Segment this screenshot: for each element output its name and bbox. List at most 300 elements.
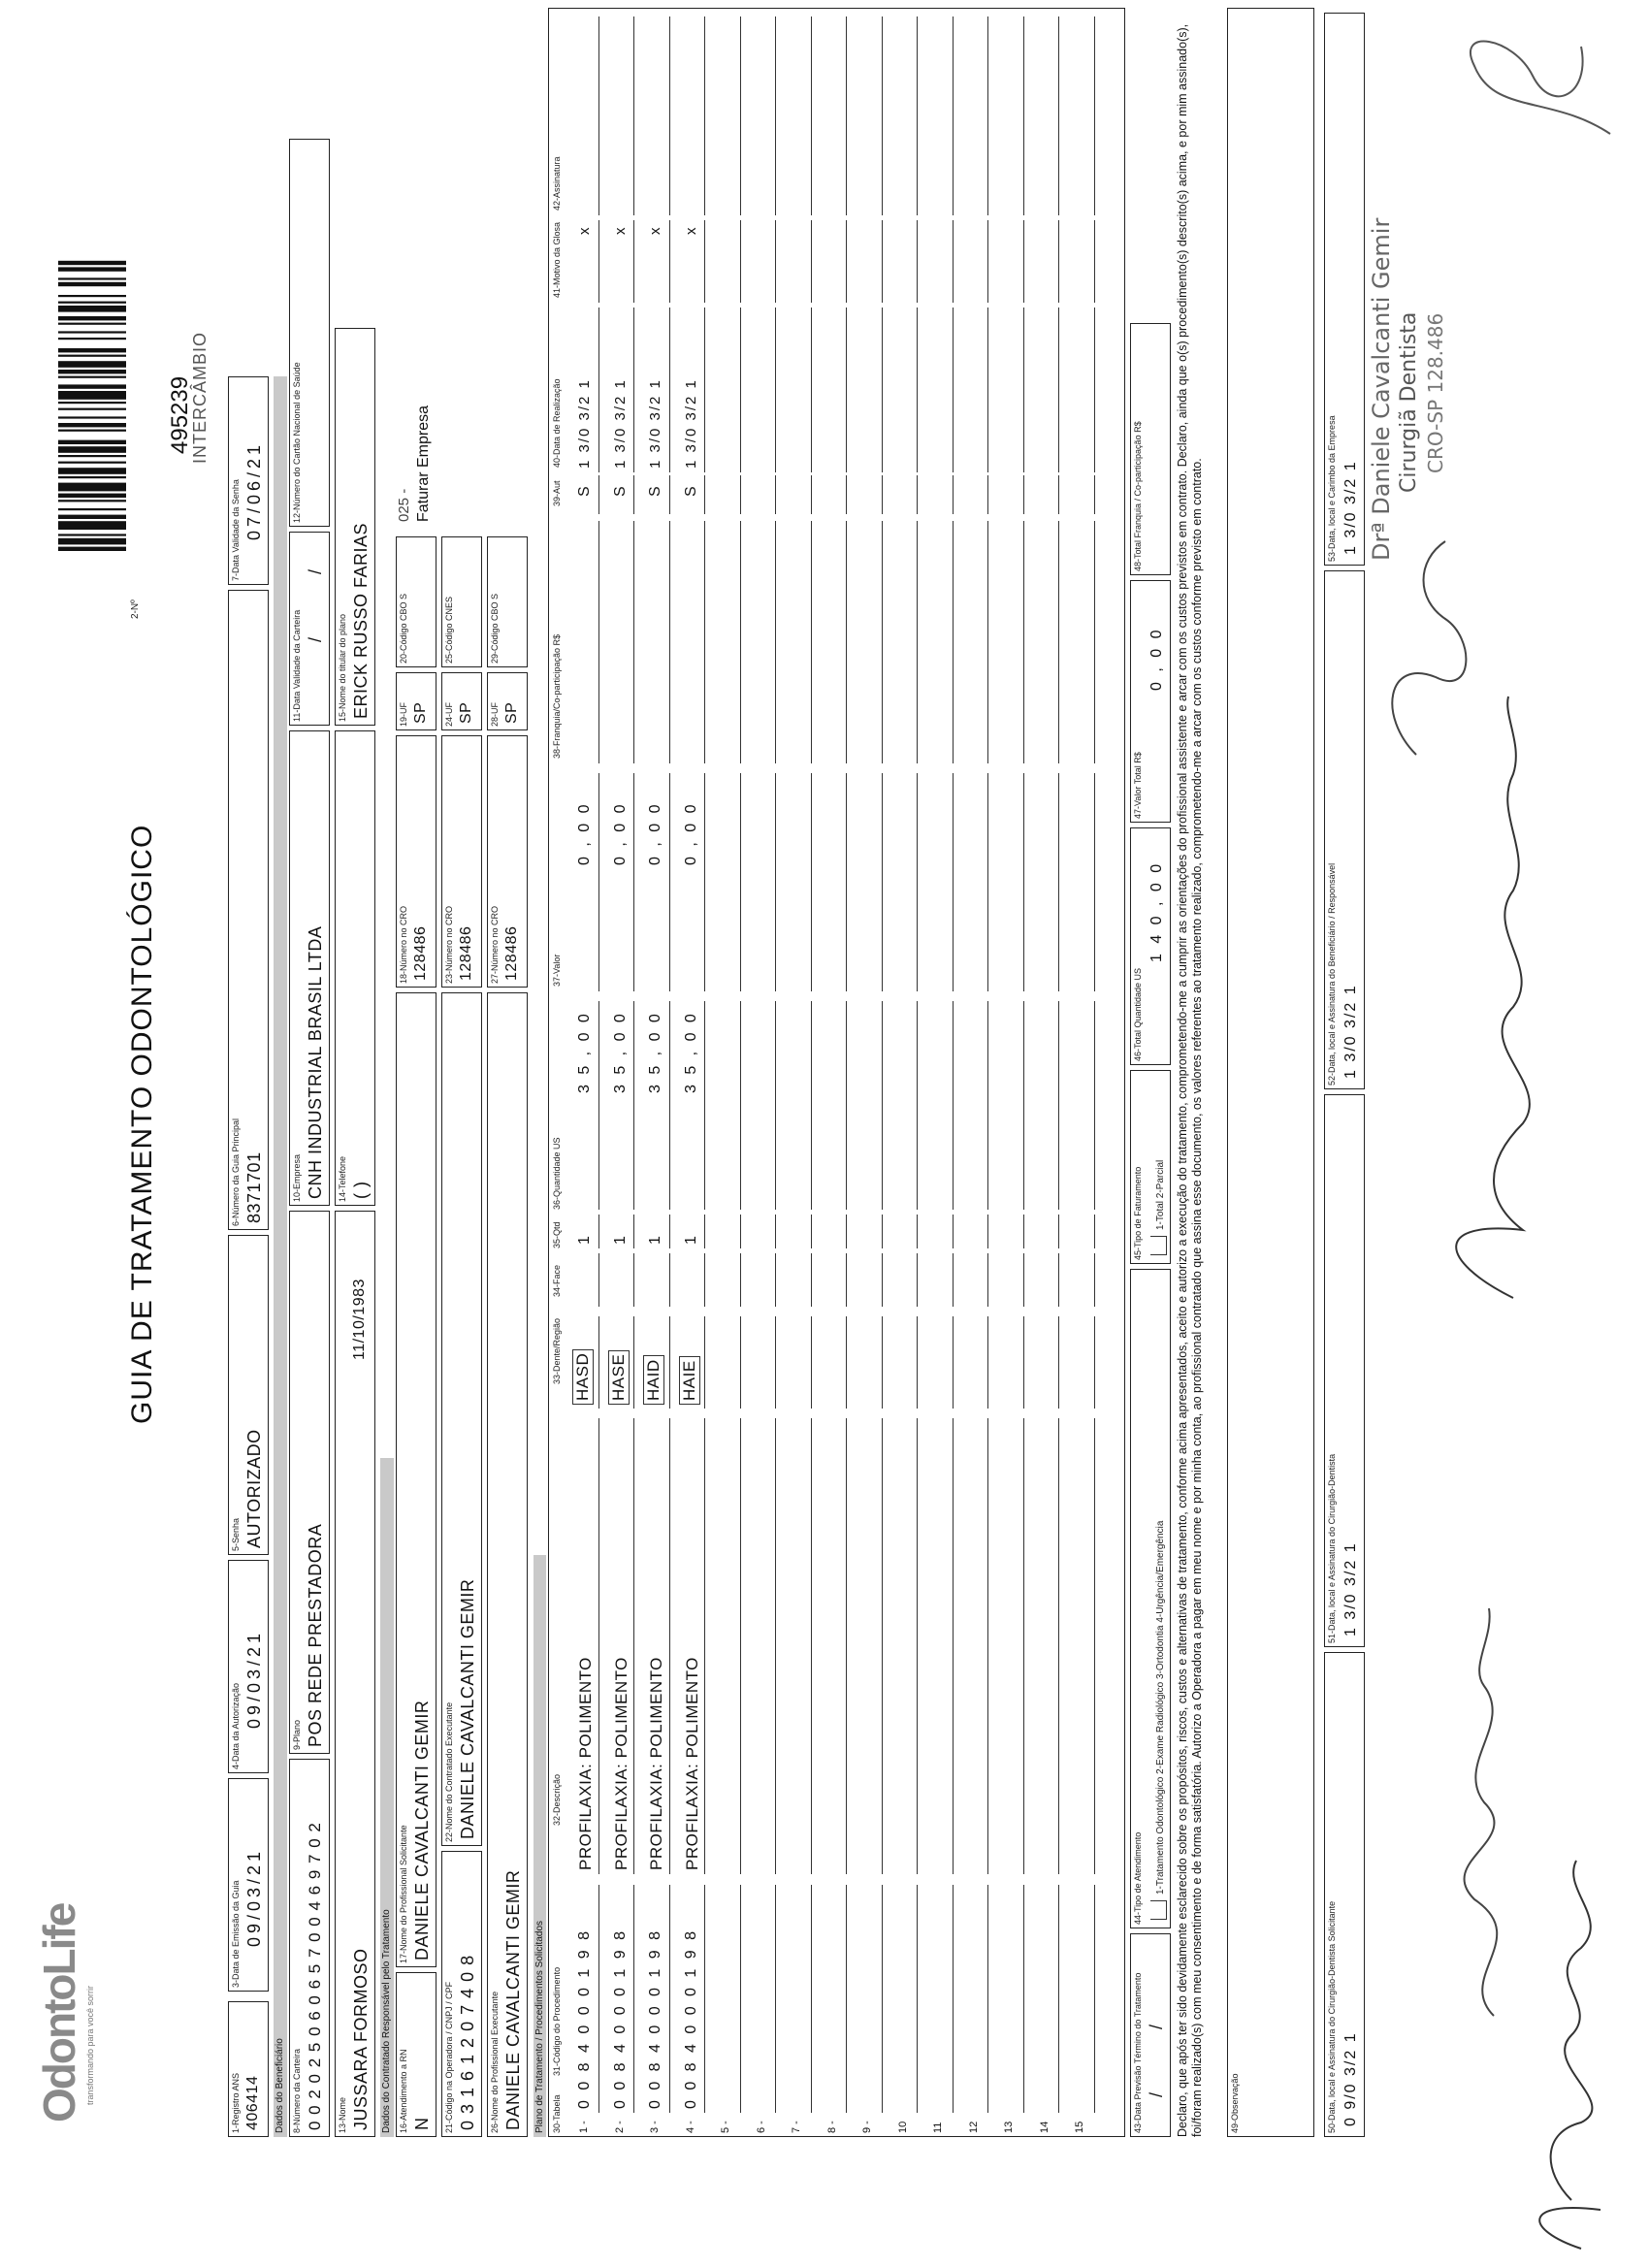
cell-valor[interactable] [785,773,812,991]
cell-motivo-glosa-value: x [682,227,699,235]
barcode-bar [58,508,126,510]
cell-franquia[interactable] [962,521,989,763]
cell-motivo-glosa[interactable] [891,220,919,303]
cell-face[interactable] [750,1253,777,1307]
cell-aut-value: S [682,485,699,497]
field-plano [289,1211,330,1754]
col-header-dente: 33-Dente/Região [552,1317,562,1384]
cell-data-realizacao[interactable] [572,308,599,472]
barcode-bar [58,462,126,464]
barcode-bar [58,534,126,535]
cell-dente[interactable] [1033,1316,1060,1409]
cell-dente[interactable] [926,1316,954,1409]
declaration-text: Declaro, que após ter sido devidamente esclarecido sobre os propósitos, riscos, custos e alternativas de tratamento, conforme acima apresentados, aceito e autorizo a execução do tratamento, comprometendo-me a cumprir as orientações do profissional assistente e arcar com os custos previstos em contrato. Declaro, ainda que o(s) procedimento(s) descrito(s) acima, e por mim assinado(s), foi/foram realizado(s) com meu consentimento e de forma satisfatória. Autorizo a Operadora a pagar em meu nome e por minha conta, ao profissional contratado que assina esse documento, os valores referentes ao tratamento realizado, comprometendo-me a arcar com os custos conforme previsto em contrato. [1176,23,1204,2137]
cell-dente[interactable] [962,1316,989,1409]
field-value: SP [503,701,520,724]
cell-data-realizacao[interactable] [750,308,777,472]
cell-qtd[interactable] [608,1215,635,1248]
cell-qtd[interactable] [926,1215,954,1248]
cell-valor[interactable] [572,773,599,991]
field-value: 09/03/21 [244,1629,264,1729]
cell-dente[interactable] [679,1316,706,1409]
field-label: 28-UF [490,701,500,727]
field-label: 49-Observação [1230,2073,1240,2133]
cell-valor[interactable] [821,773,848,991]
barcode-bar [58,331,126,333]
row-number: 5 - [720,2121,731,2133]
field-label: 22-Nome do Contratado Executante [444,1701,454,1842]
cell-quantidade-us[interactable] [572,1001,599,1210]
cell-qtd[interactable] [891,1215,919,1248]
field-cro-executante [441,735,482,988]
cell-aut[interactable] [714,475,741,514]
cell-aut[interactable] [572,475,599,514]
cell-assinatura[interactable] [714,16,741,215]
cell-quantidade-us[interactable] [643,1001,670,1210]
cell-motivo-glosa-value: x [611,227,629,235]
field-value: SP [412,701,429,724]
field-nome [335,1211,375,2137]
cell-codigo[interactable] [750,1885,777,2113]
cell-qtd[interactable] [643,1215,670,1248]
cell-descricao[interactable] [856,1418,883,1874]
cell-franquia[interactable] [785,521,812,763]
field-label: 16-Atendimento a RN [399,2049,408,2133]
field-assinatura-cirurgiao [1324,1094,1365,1647]
cell-aut[interactable] [962,475,989,514]
cell-descricao[interactable] [572,1418,599,1874]
field-label: 19-UF [399,701,408,727]
row-number: 8 - [825,2121,838,2133]
cell-data-realizacao[interactable] [1033,308,1060,472]
barcode-bar [58,402,126,404]
cell-data-realizacao[interactable] [856,308,883,472]
cell-assinatura[interactable] [962,16,989,215]
cell-motivo-glosa[interactable] [643,220,670,303]
cell-motivo-glosa[interactable] [962,220,989,303]
table-row [921,10,956,2136]
field-observacao[interactable] [1227,8,1314,2137]
cell-quantidade-us-value: 3 5 , 0 0 [576,1011,593,1093]
cell-data-realizacao[interactable] [891,308,919,472]
barcode-bar [58,500,126,502]
cell-quantidade-us[interactable] [821,1001,848,1210]
field-label: 27-Número no CRO [490,905,500,984]
cell-dente[interactable] [785,1316,812,1409]
field-uf-prof-executante [487,672,528,730]
cell-assinatura[interactable] [891,16,919,215]
cell-qtd[interactable] [714,1215,741,1248]
cell-aut[interactable] [997,475,1024,514]
cell-face[interactable] [856,1253,883,1307]
cell-descricao[interactable] [997,1418,1024,1874]
cell-valor[interactable] [714,773,741,991]
cell-franquia[interactable] [572,521,599,763]
field-label: 8-Número da Carteira [292,2048,302,2133]
cell-codigo[interactable] [1068,1885,1095,2113]
col-header-descricao: 32-Descrição [552,1773,562,1826]
cell-dente[interactable] [891,1316,919,1409]
cell-codigo[interactable] [785,1885,812,2113]
cell-codigo[interactable] [608,1885,635,2113]
field-label: 5-Senha [231,1517,241,1551]
barcode-bar [58,295,126,297]
cell-codigo[interactable] [643,1885,670,2113]
cell-descricao[interactable] [962,1418,989,1874]
cell-dente[interactable] [1068,1316,1095,1409]
cell-aut[interactable] [926,475,954,514]
cell-franquia[interactable] [750,521,777,763]
field-registro-ans [228,2001,269,2137]
cell-face[interactable] [572,1253,599,1307]
field-tipo-atendimento [1130,1269,1171,1928]
cell-qtd[interactable] [1068,1215,1095,1248]
cell-motivo-glosa[interactable] [785,220,812,303]
cell-franquia[interactable] [1033,521,1060,763]
cell-franquia[interactable] [714,521,741,763]
cell-codigo[interactable] [572,1885,599,2113]
table-row [850,10,886,2136]
field-value: 128486 [458,925,474,981]
cell-aut[interactable] [1068,475,1095,514]
cell-assinatura[interactable] [1033,16,1060,215]
cell-motivo-glosa[interactable] [714,220,741,303]
cell-motivo-glosa[interactable] [926,220,954,303]
cell-qtd[interactable] [785,1215,812,1248]
barcode-bar [58,302,126,304]
cell-assinatura[interactable] [643,16,670,215]
field-value: / / [306,539,325,642]
barcode-bar [58,267,126,271]
procedures-table [548,8,1125,2137]
row-number: 3 - [649,2121,661,2133]
table-row [673,10,709,2136]
cell-assinatura[interactable] [750,16,777,215]
cell-qtd[interactable] [679,1215,706,1248]
cell-codigo[interactable] [821,1885,848,2113]
cell-descricao[interactable] [1068,1418,1095,1874]
col-header-franquia: 38-Franquia/Co-participação R$ [552,633,562,759]
barcode-bar [58,494,126,498]
cell-descricao[interactable] [714,1418,741,1874]
cell-descricao[interactable] [926,1418,954,1874]
cell-aut-value: S [611,485,629,497]
cell-motivo-glosa[interactable] [750,220,777,303]
cell-aut[interactable] [643,475,670,514]
cell-qtd[interactable] [750,1215,777,1248]
cell-face[interactable] [679,1253,706,1307]
cell-descricao-value: PROFILAXIA: POLIMENTO [576,1657,595,1870]
table-row [779,10,815,2136]
cell-data-realizacao[interactable] [643,308,670,472]
field-label: 47-Valor Total R$ [1133,752,1143,819]
cell-descricao[interactable] [821,1418,848,1874]
field-value: ERICK RUSSO FARIAS [351,522,371,719]
cell-franquia[interactable] [821,521,848,763]
cell-motivo-glosa[interactable] [997,220,1024,303]
cell-descricao-value: PROFILAXIA: POLIMENTO [647,1657,665,1870]
field-label: 18-Número no CRO [399,905,408,984]
guide-number: 495239 [167,375,193,454]
field-value: 1 3/0 3/2 1 [1342,1541,1359,1636]
cell-data-realizacao[interactable] [608,308,635,472]
cell-face[interactable] [891,1253,919,1307]
cell-aut-value: S [576,485,593,497]
cell-dente[interactable] [608,1316,635,1409]
cell-valor[interactable] [750,773,777,991]
row-number: 14 [1038,2121,1051,2133]
cell-motivo-glosa[interactable] [1033,220,1060,303]
cell-motivo-glosa[interactable] [679,220,706,303]
cell-dente[interactable] [821,1316,848,1409]
cell-qtd[interactable] [962,1215,989,1248]
cell-dente[interactable] [997,1316,1024,1409]
field-total-us [1130,827,1171,1065]
cell-data-realizacao[interactable] [962,308,989,472]
cell-assinatura[interactable] [856,16,883,215]
cell-descricao[interactable] [750,1418,777,1874]
cell-aut[interactable] [750,475,777,514]
table-row [566,10,602,2136]
cell-quantidade-us[interactable] [891,1001,919,1210]
cell-valor[interactable] [679,773,706,991]
field-assinatura-solicitante [1324,1652,1365,2137]
cell-descricao[interactable] [679,1418,706,1874]
cell-aut[interactable] [1033,475,1060,514]
cell-descricao[interactable] [643,1418,670,1874]
field-label: 7-Data Validade da Senha [231,479,241,581]
cell-valor[interactable] [962,773,989,991]
odontolife-logo: OdontoLife [34,1903,84,2122]
field-value: 1 3/0 3/2 1 [1342,460,1359,555]
cell-descricao[interactable] [785,1418,812,1874]
cell-assinatura[interactable] [785,16,812,215]
cell-quantidade-us[interactable] [926,1001,954,1210]
barcode-bar [58,370,126,373]
cell-aut[interactable] [821,475,848,514]
cell-franquia[interactable] [1068,521,1095,763]
cell-dente-value: HAIE [679,1356,700,1405]
cell-quantidade-us[interactable] [785,1001,812,1210]
field-label: 6-Número da Guia Principal [231,1118,241,1226]
field-uf-executante [441,672,482,730]
field-value: DANIELE CAVALCANTI GEMIR [458,1578,477,1839]
cell-codigo[interactable] [856,1885,883,2113]
cell-aut[interactable] [785,475,812,514]
field-label: 23-Número no CRO [444,905,454,984]
cell-valor[interactable] [643,773,670,991]
cell-codigo[interactable] [962,1885,989,2113]
barcode-bar [58,430,126,432]
cell-descricao-value: PROFILAXIA: POLIMENTO [682,1657,701,1870]
cell-qtd[interactable] [997,1215,1024,1248]
cell-face[interactable] [962,1253,989,1307]
field-profissional-executante [487,992,528,2137]
cell-valor[interactable] [891,773,919,991]
cell-motivo-glosa[interactable] [572,220,599,303]
cell-codigo-value: 0 0 8 4 0 0 0 1 9 8 [682,1928,699,2109]
cell-quantidade-us[interactable] [856,1001,883,1210]
cell-assinatura[interactable] [572,16,599,215]
cell-descricao-value: PROFILAXIA: POLIMENTO [611,1657,630,1870]
cell-codigo[interactable] [1033,1885,1060,2113]
cell-face[interactable] [1068,1253,1095,1307]
cell-face[interactable] [643,1253,670,1307]
cell-face[interactable] [926,1253,954,1307]
cell-face[interactable] [714,1253,741,1307]
cell-valor[interactable] [856,773,883,991]
cell-assinatura[interactable] [1068,16,1095,215]
table-row [602,10,638,2136]
cell-dente-value: HASE [608,1350,630,1405]
cell-codigo[interactable] [714,1885,741,2113]
field-value: 0 3 1 6 1 2 0 7 4 0 8 [458,1954,477,2130]
cell-codigo[interactable] [997,1885,1024,2113]
table-row [991,10,1027,2136]
cell-assinatura[interactable] [997,16,1024,215]
field-label: 14-Telefone [338,1155,347,1202]
cell-qtd[interactable] [821,1215,848,1248]
row-number: 1 - [578,2121,590,2133]
cell-assinatura[interactable] [926,16,954,215]
cell-franquia[interactable] [679,521,706,763]
field-label: 10-Empresa [292,1153,302,1202]
stamp-line-3: CRO-SP 128.486 [1424,312,1447,473]
cell-aut-value: S [647,485,663,497]
cell-franquia[interactable] [856,521,883,763]
cell-data-realizacao[interactable] [926,308,954,472]
cell-valor[interactable] [1068,773,1095,991]
cell-dente[interactable] [572,1316,599,1409]
row-number: 12 [967,2121,980,2133]
table-row [637,10,673,2136]
cell-franquia[interactable] [997,521,1024,763]
cell-face[interactable] [785,1253,812,1307]
barcode-bar [58,338,126,340]
cell-motivo-glosa[interactable] [608,220,635,303]
cell-franquia[interactable] [926,521,954,763]
barcode-bar [58,361,126,368]
cell-descricao[interactable] [891,1418,919,1874]
cell-face[interactable] [821,1253,848,1307]
field-value: 1 3/0 3/2 1 [1342,984,1359,1079]
cell-motivo-glosa[interactable] [1068,220,1095,303]
barcode-bar [58,440,126,444]
cell-descricao[interactable] [1033,1418,1060,1874]
cell-dente[interactable] [714,1316,741,1409]
barcode-bar [58,423,126,427]
field-assinatura-beneficiario [1324,570,1365,1089]
cell-face[interactable] [997,1253,1024,1307]
cell-face[interactable] [1033,1253,1060,1307]
cell-dente[interactable] [750,1316,777,1409]
field-label: 48-Total Franquia / Co-participação R$ [1133,421,1143,571]
cell-motivo-glosa[interactable] [856,220,883,303]
field-label: 12-Número do Cartão Nacional de Saúde [292,362,302,523]
cell-dente[interactable] [856,1316,883,1409]
cell-motivo-glosa-value: x [576,227,593,235]
cell-franquia[interactable] [643,521,670,763]
cell-quantidade-us[interactable] [750,1001,777,1210]
cell-data-realizacao-value: 1 3/0 3/2 1 [647,378,663,469]
cell-qtd[interactable] [1033,1215,1060,1248]
cell-face[interactable] [608,1253,635,1307]
cell-data-realizacao-value: 1 3/0 3/2 1 [682,378,699,469]
col-header-face: 34-Face [552,1264,562,1297]
cell-qtd[interactable] [572,1215,599,1248]
field-label: 21-Código na Operadora / CNPJ / CPF [444,1981,454,2133]
cell-quantidade-us[interactable] [714,1001,741,1210]
cell-quantidade-us[interactable] [608,1001,635,1210]
row-number: 10 [896,2121,909,2133]
tipo-faturamento-box[interactable] [1150,1236,1167,1255]
field-label: 1-Registro ANS [231,2072,241,2133]
field-label: 53-Data, local e Carimbo da Empresa [1327,415,1337,562]
cell-assinatura[interactable] [679,16,706,215]
cell-quantidade-us[interactable] [679,1001,706,1210]
cell-aut[interactable] [679,475,706,514]
cell-franquia[interactable] [891,521,919,763]
cell-data-realizacao[interactable] [785,308,812,472]
cell-quantidade-us[interactable] [962,1001,989,1210]
barcode-bar [58,282,126,286]
logo-tagline: transformando para você sorrir [85,1985,95,2105]
cell-codigo[interactable] [926,1885,954,2113]
cell-data-realizacao[interactable] [997,308,1024,472]
cell-data-realizacao[interactable] [714,308,741,472]
cell-qtd-value: 1 [611,1235,629,1245]
cell-qtd[interactable] [856,1215,883,1248]
cell-data-realizacao[interactable] [679,308,706,472]
barcode-bar [58,306,126,312]
cell-valor[interactable] [608,773,635,991]
cell-data-realizacao[interactable] [1068,308,1095,472]
tipo-faturamento-options: 1-Total 2-Parcial [1155,1159,1166,1230]
cell-assinatura[interactable] [608,16,635,215]
cell-aut[interactable] [891,475,919,514]
cell-valor[interactable] [1033,773,1060,991]
cell-data-realizacao[interactable] [821,308,848,472]
cell-qtd-value: 1 [576,1235,593,1245]
cell-dente[interactable] [643,1316,670,1409]
cell-valor[interactable] [926,773,954,991]
tipo-atendimento-box[interactable] [1150,1900,1167,1920]
cell-aut[interactable] [856,475,883,514]
guide-number-label: 2-Nº [130,599,141,619]
cell-descricao[interactable] [608,1418,635,1874]
barcode-bar [58,316,126,320]
cell-quantidade-us[interactable] [1033,1001,1060,1210]
cell-valor[interactable] [997,773,1024,991]
cell-codigo[interactable] [679,1885,706,2113]
cell-codigo[interactable] [891,1885,919,2113]
cell-assinatura[interactable] [821,16,848,215]
field-value: 0 9/0 3/2 1 [1342,2031,1359,2126]
cell-aut[interactable] [608,475,635,514]
field-value: 07/06/21 [244,440,264,540]
barcode-bar [58,391,126,400]
field-label: 11-Data Validade da Carteira [292,609,302,722]
cell-motivo-glosa[interactable] [821,220,848,303]
cell-quantidade-us[interactable] [997,1001,1024,1210]
field-label: 29-Código CBO S [490,593,500,664]
cell-quantidade-us[interactable] [1068,1001,1095,1210]
cell-franquia[interactable] [608,521,635,763]
field-label: 15-Nome do titular do plano [338,613,347,722]
field-value: AUTORIZADO [244,1429,264,1548]
cell-valor-value: 0 , 0 0 [611,801,629,865]
field-label: 3-Data de Emissão da Guia [231,1880,241,1988]
